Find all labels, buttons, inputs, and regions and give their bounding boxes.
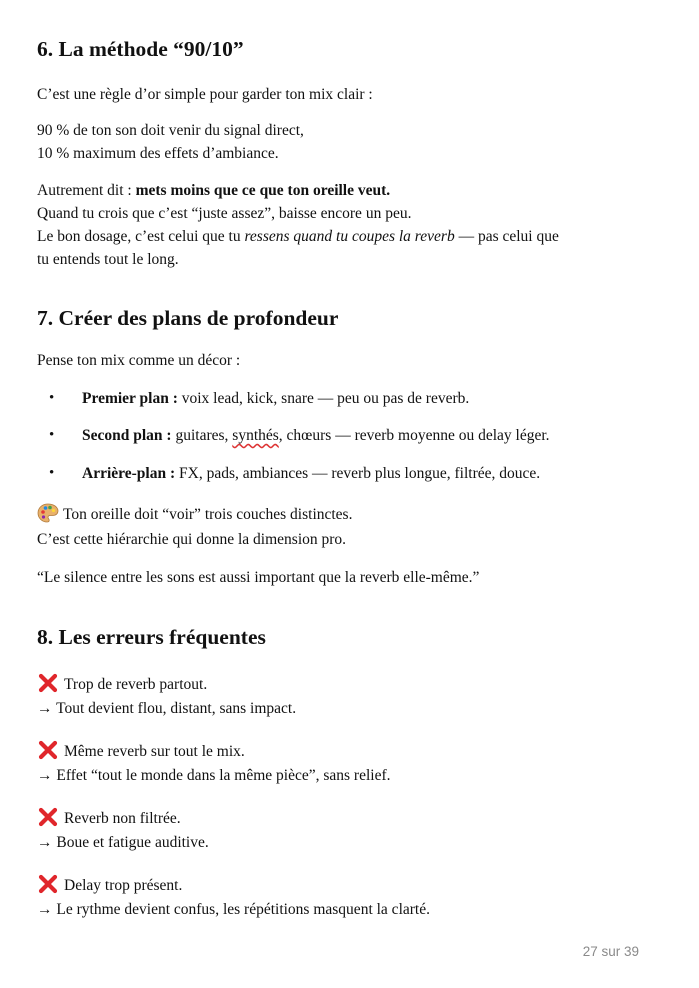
- section-6-intro: C’est une règle d’or simple pour garder ton mix clair :: [37, 86, 373, 103]
- section-7-note-voir: [37, 503, 352, 530]
- section-6-paragraph-autrement: [37, 179, 390, 202]
- red-cross-icon: [37, 873, 59, 895]
- error-mistake-text: Delay trop présent.: [64, 877, 183, 894]
- bullet-text: guitares,: [171, 427, 233, 444]
- autrement-bold: mets moins que ce que ton oreille veut.: [135, 182, 391, 199]
- red-cross-icon: [37, 739, 59, 761]
- error-mistake-text: Trop de reverb partout.: [64, 676, 208, 693]
- error-3-result: → Boue et fatigue auditive.: [37, 834, 209, 851]
- artist-palette-icon: [37, 503, 59, 530]
- bullet-marker: •: [49, 427, 55, 443]
- dosage-text-start: Le bon dosage, c’est celui que tu: [37, 228, 245, 245]
- bullet-text: voix lead, kick, snare — peu ou pas de reverb.: [177, 390, 470, 407]
- bullet-label: Arrière-plan :: [82, 465, 176, 482]
- section-6-paragraph-dosage-cont: tu entends tout le long.: [37, 251, 179, 268]
- error-3-mistake: [37, 806, 181, 830]
- error-1-result: → Tout devient flou, distant, sans impact.: [37, 700, 297, 717]
- section-7-note-hierarchie: C’est cette hiérarchie qui donne la dimension pro.: [37, 531, 347, 548]
- section-6-title: 6. La méthode “90/10”: [37, 37, 244, 61]
- section-6-paragraph-juste-assez: Quand tu crois que c’est “juste assez”, baisse encore un peu.: [37, 205, 412, 222]
- bullet-marker: •: [49, 390, 55, 406]
- section-7-intro: Pense ton mix comme un décor :: [37, 352, 241, 369]
- section-7-title: 7. Créer des plans de profondeur: [37, 306, 339, 330]
- error-mistake-text: Même reverb sur tout le mix.: [64, 743, 245, 760]
- section-7-quote: “Le silence entre les sons est aussi important que la reverb elle-même.”: [37, 569, 480, 586]
- bullet-label: Premier plan :: [82, 390, 178, 407]
- error-2-mistake: [37, 739, 245, 763]
- autrement-text: Autrement dit :: [37, 182, 136, 199]
- section-8-title: 8. Les erreurs fréquentes: [37, 625, 266, 649]
- note-voir-text: Ton oreille doit “voir” trois couches distinctes.: [63, 506, 353, 523]
- section-6-paragraph-dosage: [37, 225, 559, 248]
- spellcheck-underlined-word: synthés: [232, 427, 279, 444]
- dosage-italic: ressens quand tu coupes la reverb: [244, 228, 455, 245]
- red-cross-icon: [37, 672, 59, 694]
- bullet-label: Second plan :: [82, 427, 172, 444]
- bullet-marker: •: [49, 465, 55, 481]
- error-4-result: → Le rythme devient confus, les répétitions masquent la clarté.: [37, 901, 430, 918]
- error-4-mistake: [37, 873, 182, 897]
- page-number: 27 sur 39: [582, 944, 639, 959]
- red-cross-icon: [37, 806, 59, 828]
- ratio-line-direct: 90 % de ton son doit venir du signal direct,: [37, 122, 304, 139]
- error-1-mistake: [37, 672, 207, 696]
- bullet-text-end: , chœurs — reverb moyenne ou delay léger.: [278, 427, 550, 444]
- ratio-line-ambiance: 10 % maximum des effets d’ambiance.: [37, 145, 279, 162]
- bullet-text: FX, pads, ambiances — reverb plus longue, filtrée, douce.: [175, 465, 541, 482]
- error-mistake-text: Reverb non filtrée.: [64, 810, 181, 827]
- dosage-text-end: — pas celui que: [454, 228, 559, 245]
- error-2-result: → Effet “tout le monde dans la même pièce”, sans relief.: [37, 767, 391, 784]
